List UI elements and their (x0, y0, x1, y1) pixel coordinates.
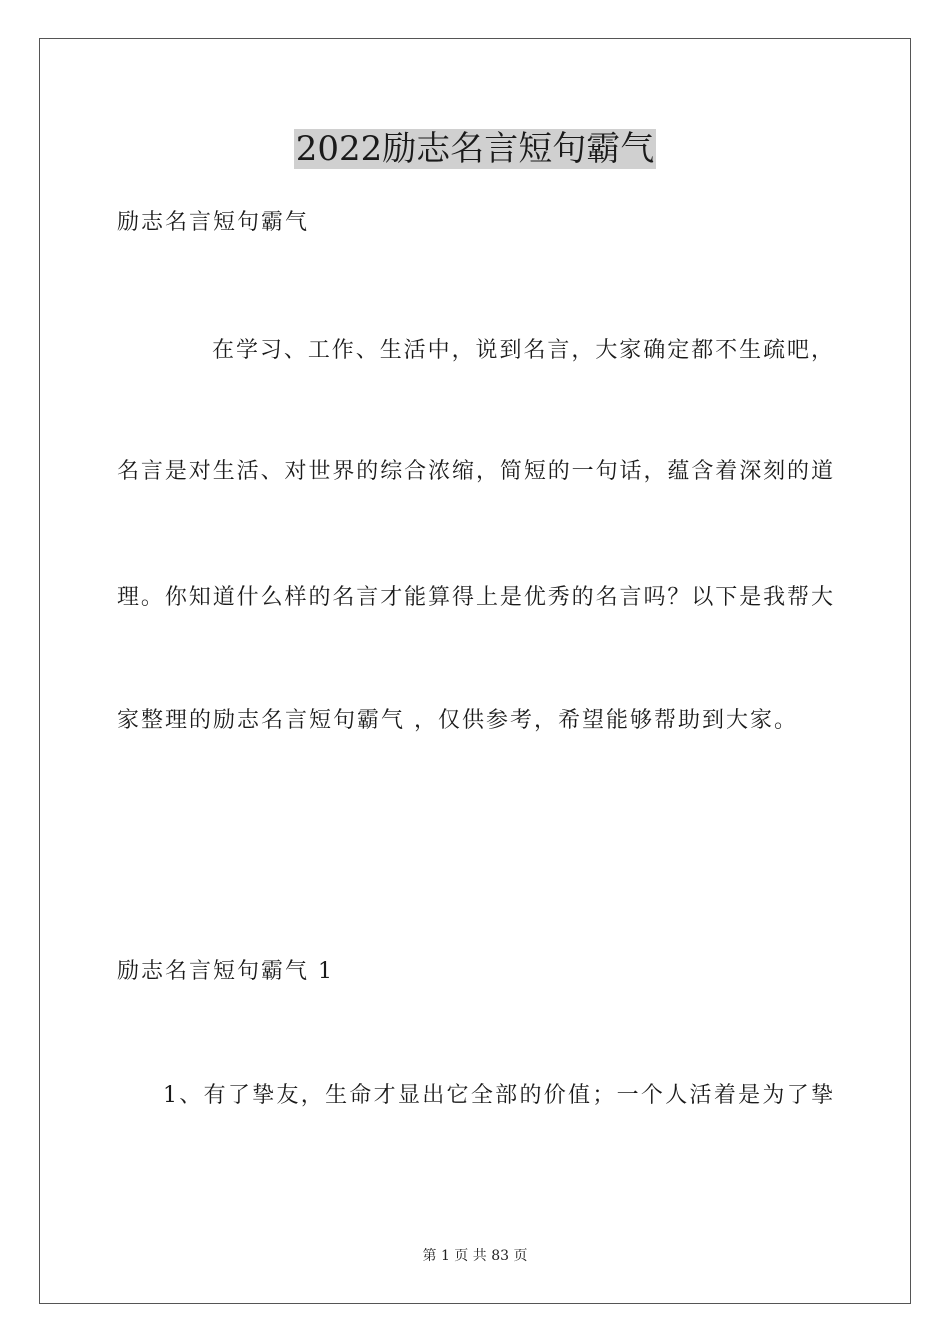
document-title (0, 128, 950, 170)
subtitle: 励志名言短句霸气 (117, 210, 310, 235)
section-heading: 励志名言短句霸气 1 (117, 959, 334, 984)
intro-line-2: 名言是对生活、对世界的综合浓缩，简短的一句话，蕴含着深刻的道 (117, 459, 833, 484)
intro-line-4: 家整理的励志名言短句霸气 ，仅供参考，希望能够帮助到大家。 (117, 708, 798, 733)
intro-line-3: 理。你知道什么样的名言才能算得上是优秀的名言吗？以下是我帮大 (117, 585, 833, 610)
title-text: 2022励志名言短句霸气 (295, 129, 655, 169)
intro-line-1: 在学习、工作、生活中，说到名言，大家确定都不生疏吧， (212, 338, 833, 363)
page-number-footer: 第 1 页 共 83 页 (422, 1248, 528, 1264)
item-1-line: 1、有了挚友，生命才显出它全部的价值；一个人活着是为了挚 (163, 1083, 833, 1108)
